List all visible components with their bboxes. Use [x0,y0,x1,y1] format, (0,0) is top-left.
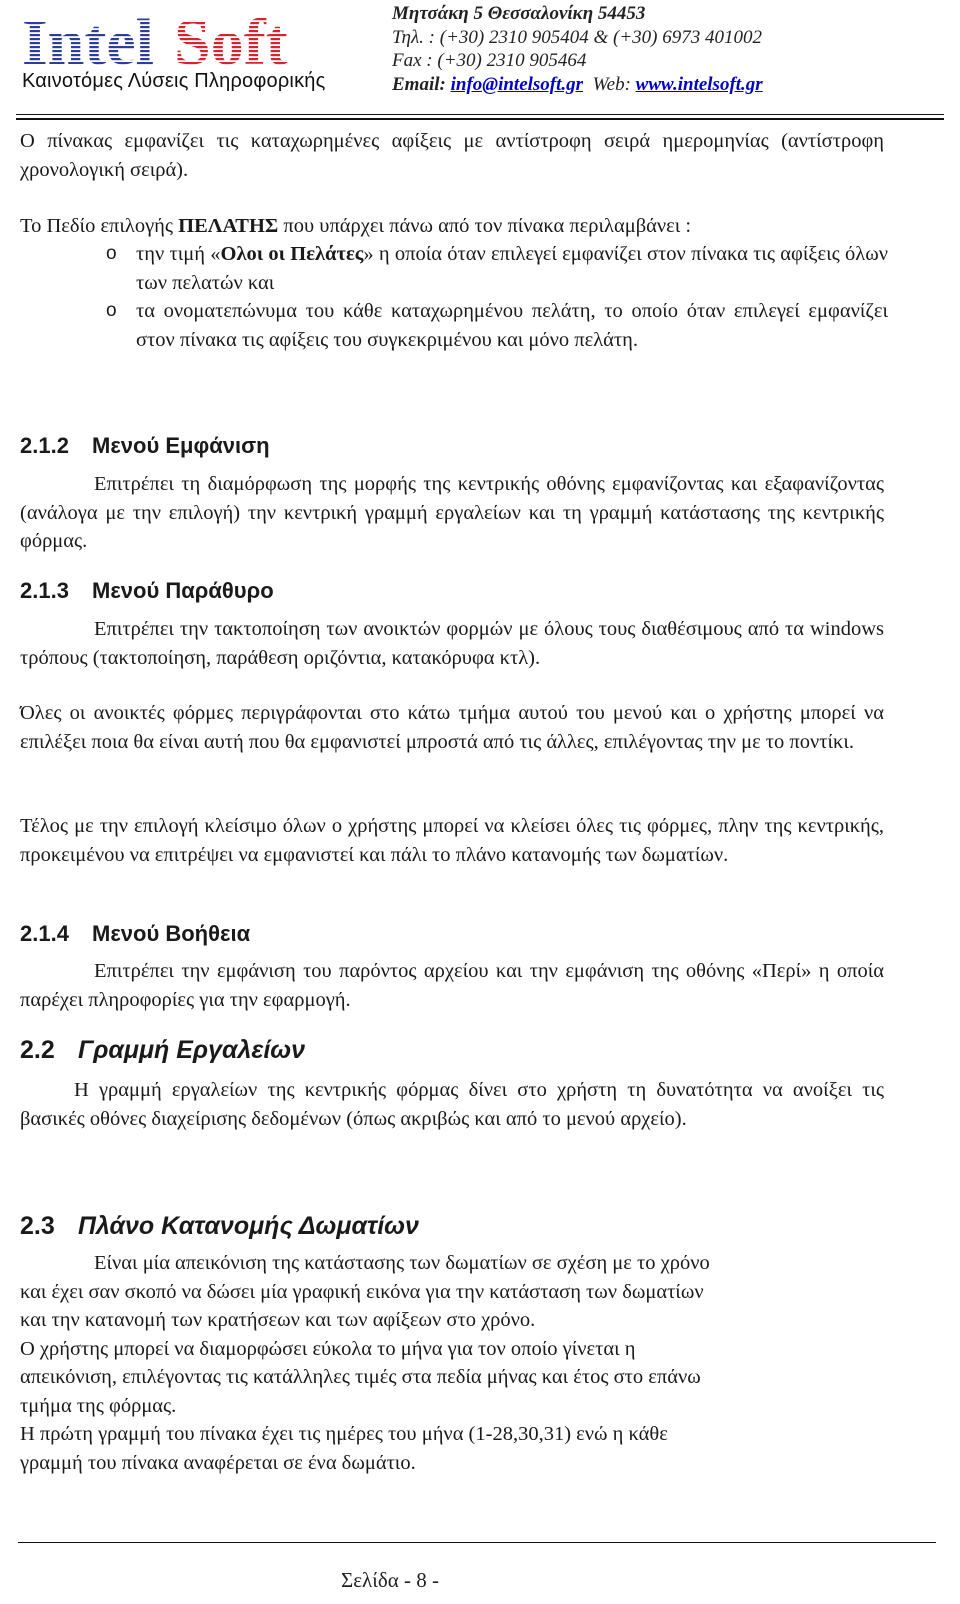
paragraph-window-menu: Επιτρέπει την τακτοποίηση των ανοικτών φορμών με όλους τους διαθέσιμους από τα windows τρόπους (τακτοποίηση, παράθεση οριζόντια, κατακόρυφα κτλ). [20,618,884,669]
heading-toolbar [20,1036,305,1065]
section-number: 2.3 [20,1212,55,1240]
section-title: Μενού Παράθυρο [92,578,274,603]
paragraph-help-menu: Επιτρέπει την εμφάνιση του παρόντος αρχείου και την εμφάνιση της οθόνης «Περί» η οποία παρέχει πληροφορίες για την εφαρμογή. [20,960,884,1011]
text-line: και έχει σαν σκοπό να δώσει μία γραφική εικόνα για την κατάσταση των δωματίων [20,1280,704,1303]
footer-divider [18,1542,936,1543]
bold-text: ΠΕΛΑΤΗΣ [178,215,279,237]
section-title: Μενού Εμφάνιση [92,433,270,458]
email-label: Email: [392,73,446,95]
text-line: τμήμα της φόρμας. [20,1394,177,1417]
paragraph-text: που υπάρχει πάνω από τον πίνακα περιλαμβάνει : [278,215,692,237]
paragraph-text: Το Πεδίο επιλογής [20,215,179,237]
paragraph-view-menu: Επιτρέπει τη διαμόρφωση της μορφής της κεντρικής οθόνης εμφανίζοντας και εξαφανίζοντας (ανάλογα με την επιλογή) την κεντρική γραμμή εργαλείων και τη γραμμή κατάστασης της κεντρικής φόρμας. [20,473,884,552]
bullet-item-customer-names [106,297,888,354]
page-number: Σελίδα - 8 - [340,1568,439,1592]
phone-line: Τηλ. : (+30) 2310 905404 & (+30) 6973 401002 [392,26,762,48]
bullet-item-all-customers [106,240,888,297]
bullet-text: τα ονοματεπώνυμα του κάθε καταχωρημένου πελάτη, το οποίο όταν επιλεγεί εμφανίζει στον πίνακα τις αφίξεις του συγκεκριμένου και μόνο πελάτη. [136,300,888,351]
text-line: Είναι μία απεικόνιση της κατάστασης των δωματίων σε σχέση με το χρόνο [94,1252,710,1274]
email-web-line [392,73,932,97]
paragraph-room-plan [20,1249,884,1477]
text-line: γραμμή του πίνακα αναφέρεται σε ένα δωμάτιο. [20,1451,416,1474]
fax-line: Fax : (+30) 2310 905464 [392,50,587,71]
header-divider-thick [16,118,944,120]
bullet-marker: o [106,243,117,264]
section-number: 2.1.3 [20,578,69,603]
web-link[interactable]: www.intelsoft.gr [635,73,763,95]
email-link[interactable]: info@intelsoft.gr [450,73,584,95]
contact-block [392,2,932,96]
intelsoft-logo [22,6,322,72]
paragraph-customer-field [20,212,884,241]
section-title: Γραμμή Εργαλείων [78,1036,306,1064]
heading-window-menu [20,578,274,604]
web-label: Web: [592,73,631,95]
text-line: απεικόνιση, επιλέγοντας τις κατάλληλες τιμές στα πεδία μήνας και έτος στο επάνω [20,1366,701,1388]
address-line: Μητσάκη 5 Θεσσαλονίκη 54453 [392,3,646,24]
heading-help-menu [20,921,250,947]
section-title: Πλάνο Κατανομής Δωματίων [78,1212,419,1240]
paragraph-open-forms: Όλες οι ανοικτές φόρμες περιγράφονται στο κάτω τμήμα αυτού του μενού και ο χρήστης μπορεί να επιλέξει ποια θα είναι αυτή που θα εμφανιστεί μπροστά από τις άλλες, επιλέγοντας την με το ποντίκι. [20,702,884,753]
bullet-text: » η οποία όταν επιλεγεί εμφανίζει στον πίνακα τις αφίξεις όλων των πελατών και [136,243,888,294]
paragraph-table-order: Ο πίνακας εμφανίζει τις καταχωρημένες αφίξεις με αντίστροφη σειρά ημερομηνίας (αντίστροφη χρονολογική σειρά). [20,130,884,181]
logo-tagline: Καινοτόμες Λύσεις Πληροφορικής [22,70,326,92]
svg-text:Soft: Soft [174,6,288,72]
text-line: Ο χρήστης μπορεί να διαμορφώσει εύκολα το μήνα για τον οποίο γίνεται η [20,1337,636,1360]
section-number: 2.2 [20,1036,55,1064]
paragraph-toolbar: Η γραμμή εργαλείων της κεντρικής φόρμας δίνει στο χρήστη τη δυνατότητα να ανοίξει τις βασικές οθόνες διαχείρισης δεδομένων (όπως ακριβώς και από το μενού αρχείο). [20,1079,884,1130]
heading-view-menu [20,433,270,459]
section-number: 2.1.2 [20,433,69,458]
text-line: Η πρώτη γραμμή του πίνακα έχει τις ημέρες του μήνα (1-28,30,31) ενώ η κάθε [20,1423,668,1445]
bullet-text: την τιμή « [136,243,221,265]
section-title: Μενού Βοήθεια [92,921,251,946]
svg-text:Intel: Intel [22,6,154,72]
bold-text: Ολοι οι Πελάτες [220,243,364,265]
bullet-marker: o [106,300,117,321]
text-line: και την κατανομή των κρατήσεων και των αφίξεων στο χρόνο. [20,1309,536,1331]
section-number: 2.1.4 [20,921,69,946]
heading-room-plan [20,1212,419,1241]
paragraph-close-all: Τέλος με την επιλογή κλείσιμο όλων ο χρήστης μπορεί να κλείσει όλες τις φόρμες, πλην της κεντρικής, προκειμένου να επιτρέψει να εμφανιστεί και πάλι το πλάνο κατανομής των δωματίων. [20,815,884,866]
header-divider [16,114,944,115]
